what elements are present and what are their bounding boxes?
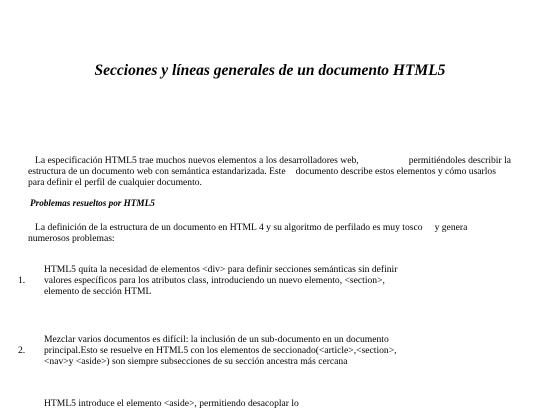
intro-paragraph bbox=[28, 155, 538, 188]
intro-line: La especificación HTML5 trae muchos nuevos elementos a los desarrolladores web, permitiéndoles describir la bbox=[35, 155, 511, 166]
intro-line: estructura de un documento web con semántica estandarizada. Este documento describe estos elementos y cómo usarlos bbox=[28, 166, 496, 177]
list-item-text: HTML5 introduce el elemento <aside>, permitiendo desacoplar lo bbox=[44, 398, 299, 409]
problem-intro-line: numerosos problemas: bbox=[28, 233, 115, 244]
problem-intro-paragraph bbox=[28, 222, 538, 244]
list-number: 1. bbox=[18, 275, 26, 286]
document-title: Secciones y líneas generales de un documento HTML5 bbox=[94, 62, 446, 79]
list-item-text: Mezclar varios documentos es difícil: la inclusión de un sub-documento en un documento principal.Esto se resuelve en HTML5 con los elementos de seccionado(<article>,<section>, <nav>y <aside>) son siempre subsecciones de su sección ancestra más cercana bbox=[44, 334, 397, 367]
problem-intro-line: La definición de la estructura de un documento en HTML 4 y su algoritmo de perfilado es muy tosco y genera bbox=[35, 222, 468, 233]
section-subheading: Problemas resueltos por HTML5 bbox=[30, 198, 155, 208]
intro-line: para definir el perfil de cualquier documento. bbox=[28, 177, 202, 188]
list-item-text: HTML5 quita la necesidad de elementos <div> para definir secciones semánticas sin definir valores específicos para los atributos class, introduciendo un nuevo elemento, <section>, elemento de sección HTML bbox=[44, 264, 398, 297]
list-number: 2. bbox=[18, 345, 26, 356]
